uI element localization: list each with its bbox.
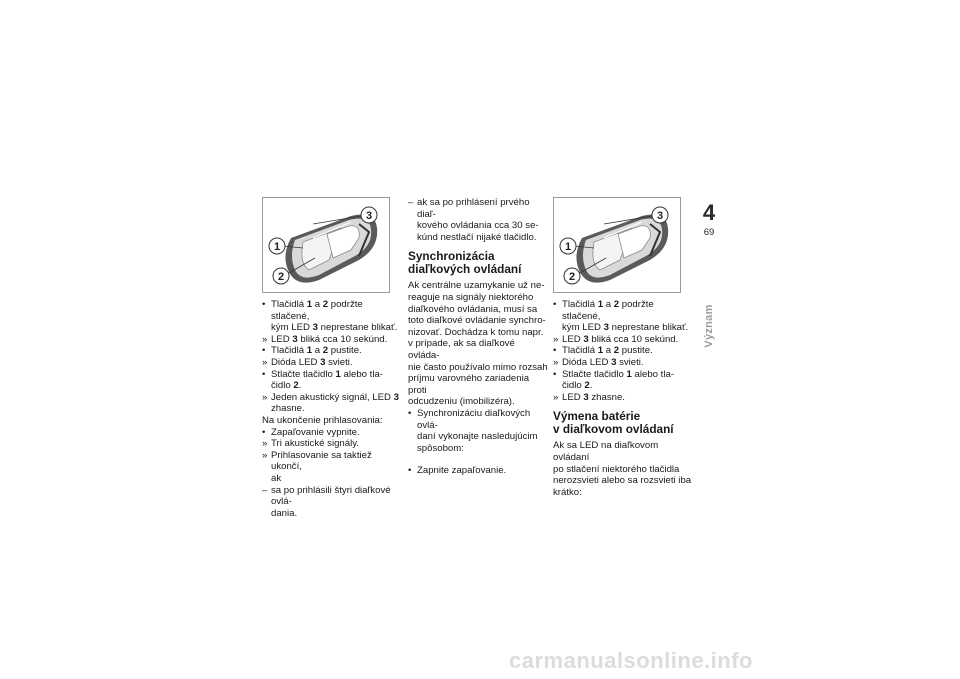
result-line: zhasne. (271, 403, 305, 415)
step-line: • Tlačidlá 1 a 2 pustite. (262, 345, 362, 357)
result-line: » Tri akustické signály. (262, 438, 359, 450)
result-line: » Dióda LED 3 svieti. (553, 356, 644, 368)
paragraph-line: príjmu varovného zariadenia proti (408, 373, 530, 396)
callout-3: 3 (365, 210, 373, 222)
step-line: kým LED 3 neprestane blikať. (271, 322, 398, 334)
step-line: spôsobom: (417, 442, 464, 454)
step-line: • Zapaľovanie vypnite. (262, 426, 360, 438)
result-line: » Prihlasovanie sa taktiež ukončí, (262, 449, 372, 473)
result-line: » LED 3 bliká cca 10 sekúnd. (262, 333, 388, 345)
result-line: » LED 3 zhasne. (553, 391, 625, 403)
section-heading-battery: Výmena batérie v diaľkovom ovládaní (553, 409, 674, 437)
callout-2: 2 (277, 271, 285, 283)
paragraph-line: v prípade, ak sa diaľkové ovláda- (408, 338, 515, 361)
paragraph-line: odcudzeniu (imobilizéra). (408, 396, 515, 408)
paragraph-line: Na ukončenie prihlasovania: (262, 414, 383, 426)
key-fob-illustration (263, 198, 389, 292)
column-3 (553, 197, 693, 498)
callout-3: 3 (656, 210, 664, 222)
step-line: • Zapnite zapaľovanie. (408, 465, 507, 477)
step-line: • Tlačidlá 1 a 2 podržte stlačené, (262, 299, 363, 322)
paragraph-line: nie často používalo mimo rozsah (408, 361, 548, 373)
paragraph-line: diaľkového ovládania, musí sa (408, 303, 538, 315)
result-line: » LED 3 bliká cca 10 sekúnd. (553, 333, 679, 345)
dash-line: – ak sa po prihlásení prvého diaľ- (408, 197, 530, 220)
key-fob-figure (553, 197, 681, 293)
chapter-number: 4 (702, 200, 716, 225)
result-line: ak (271, 472, 282, 484)
paragraph-line: nizovať. Dochádza k tomu napr. (408, 326, 544, 338)
watermark: carmanualsonline.info (509, 648, 753, 673)
column-1 (262, 197, 402, 519)
step-line: daní vykonajte nasledujúcim (417, 431, 538, 443)
paragraph-line: nerozsvieti alebo sa rozsvieti iba (553, 475, 692, 487)
paragraph-line: Ak centrálne uzamykanie už ne- (408, 280, 545, 292)
step-line: • Stlačte tlačidlo 1 alebo tla- (262, 368, 384, 380)
dash-line: – sa po prihlásili štyri diaľkové ovlá- (262, 484, 391, 508)
dash-line: kového ovládania cca 30 se- (417, 220, 539, 232)
step-line: čidlo 2. (562, 380, 593, 392)
dash-line: kúnd nestlačí nijaké tlačidlo. (417, 231, 537, 243)
section-tab (699, 304, 719, 348)
paragraph-line: Ak sa LED na diaľkovom ovládaní (553, 440, 659, 463)
step-line: • Stlačte tlačidlo 1 alebo tla- (553, 368, 675, 380)
column-2 (408, 197, 548, 477)
callout-1: 1 (564, 241, 572, 253)
step-line: čidlo 2. (271, 380, 302, 392)
result-line: » Jeden akustický signál, LED 3 (262, 391, 399, 403)
callout-1: 1 (273, 241, 281, 253)
step-line: • Synchronizáciu diaľkových ovlá- (408, 407, 531, 431)
page-number: 69 (703, 227, 715, 238)
callout-2: 2 (568, 271, 576, 283)
key-fob-illustration (554, 198, 680, 292)
paragraph-line: po stlačení niektorého tlačidla (553, 463, 680, 475)
section-label: Význam (703, 304, 715, 348)
key-fob-figure (262, 197, 390, 293)
step-line: kým LED 3 neprestane blikať. (562, 322, 689, 334)
dash-line: dania. (271, 507, 298, 519)
paragraph-line: reaguje na signály niektorého (408, 291, 534, 303)
paragraph-line: krátko: (553, 486, 582, 498)
result-line: » Dióda LED 3 svieti. (262, 356, 353, 368)
section-heading-synchronization: Synchronizácia diaľkových ovládaní (408, 249, 522, 277)
paragraph-line: toto diaľkové ovládanie synchro- (408, 315, 546, 327)
step-line: • Tlačidlá 1 a 2 podržte stlačené, (553, 299, 654, 322)
step-line: • Tlačidlá 1 a 2 pustite. (553, 345, 653, 357)
